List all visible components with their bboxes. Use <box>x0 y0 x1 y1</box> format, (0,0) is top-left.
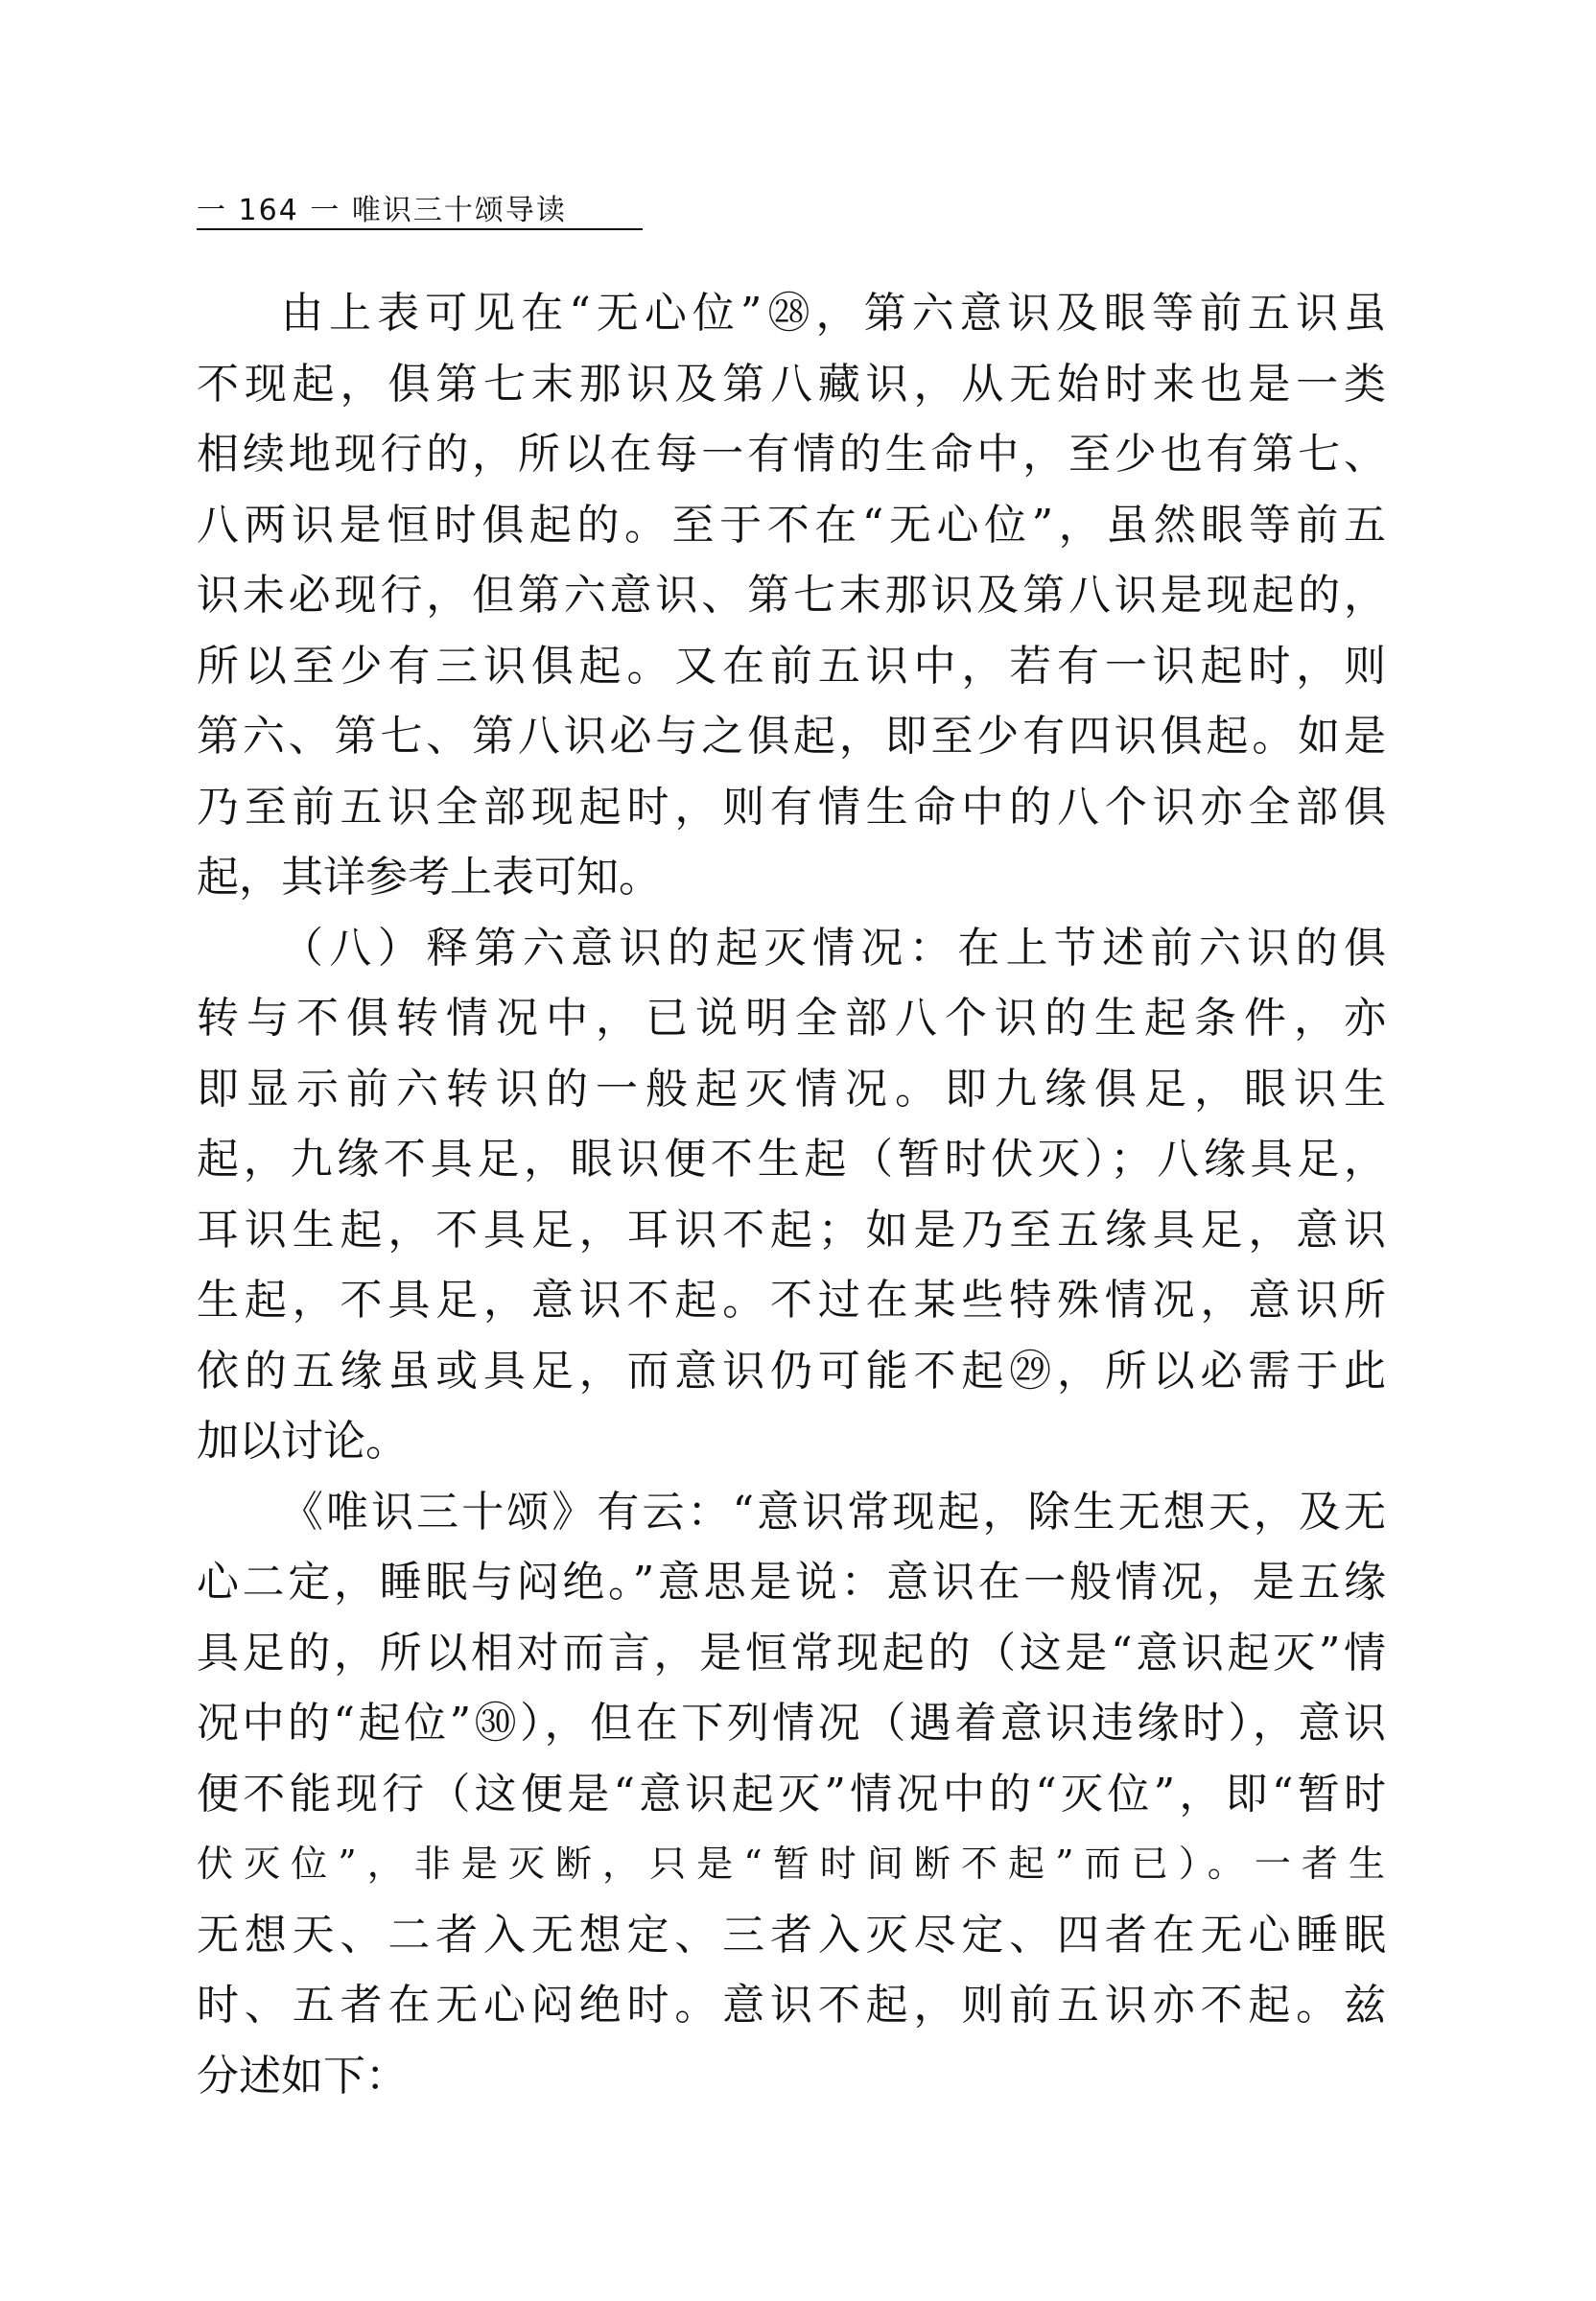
text-line: 依的五缘虽或具足，而意识仍可能不起㉙，所以必需于此 <box>197 1346 1386 1396</box>
running-header: 一 164 一 唯识三十颂导读 <box>197 194 567 227</box>
text-line: 具足的，所以相对而言，是恒常现起的（这是“意识起灭”情 <box>197 1628 1386 1678</box>
text-line: 生起，不具足，意识不起。不过在某些特殊情况，意识所 <box>197 1276 1386 1325</box>
text-line: 《唯识三十颂》有云：“意识常现起，除生无想天，及无 <box>281 1487 1386 1537</box>
text-line: 八两识是恒时俱起的。至于不在“无心位”，虽然眼等前五 <box>197 500 1386 550</box>
text-line: 起，九缘不具足，眼识便不生起（暂时伏灭）；八缘具足， <box>197 1135 1386 1184</box>
text-line: 耳识生起，不具足，耳识不起；如是乃至五缘具足，意识 <box>197 1205 1386 1255</box>
text-line: 识未必现行，但第六意识、第七末那识及第八识是现起的， <box>197 571 1386 620</box>
text-line: 所以至少有三识俱起。又在前五识中，若有一识起时，则 <box>197 641 1386 691</box>
text-line: 心二定，睡眠与闷绝。”意思是说：意识在一般情况，是五缘 <box>197 1558 1386 1607</box>
text-line: 无想天、二者入无想定、三者入灭尽定、四者在无心睡眠 <box>197 1910 1386 1960</box>
text-line: 况中的“起位”㉚），但在下列情况（遇着意识违缘时），意识 <box>197 1699 1386 1748</box>
text-line: 分述如下： <box>197 2051 408 2101</box>
body-text <box>197 278 1386 2111</box>
header-rule <box>197 228 643 230</box>
text-line: 第六、第七、第八识必与之俱起，即至少有四识俱起。如是 <box>197 712 1386 761</box>
text-line: 起，其详参考上表可知。 <box>197 853 661 902</box>
text-line: 相续地现行的，所以在每一有情的生命中，至少也有第七、 <box>197 430 1386 479</box>
text-line: 乃至前五识全部现起时，则有情生命中的八个识亦全部俱 <box>197 782 1386 832</box>
text-line: 时、五者在无心闷绝时。意识不起，则前五识亦不起。兹 <box>197 1981 1386 2030</box>
text-line: 加以讨论。 <box>197 1417 408 1466</box>
text-line: 便不能现行（这便是“意识起灭”情况中的“灭位”，即“暂时 <box>197 1769 1386 1819</box>
text-line: （八）释第六意识的起灭情况：在上节述前六识的俱 <box>281 923 1386 973</box>
text-line: 伏灭位”，非是灭断，只是“暂时间断不起”而已）。一者生 <box>197 1843 1386 1885</box>
text-line: 转与不俱转情况中，已说明全部八个识的生起条件，亦 <box>197 994 1386 1043</box>
text-line: 即显示前六转识的一般起灭情况。即九缘俱足，眼识生 <box>197 1064 1386 1114</box>
text-line: 由上表可见在“无心位”㉘，第六意识及眼等前五识虽 <box>281 289 1386 338</box>
text-line: 不现起，俱第七末那识及第八藏识，从无始时来也是一类 <box>197 359 1386 409</box>
